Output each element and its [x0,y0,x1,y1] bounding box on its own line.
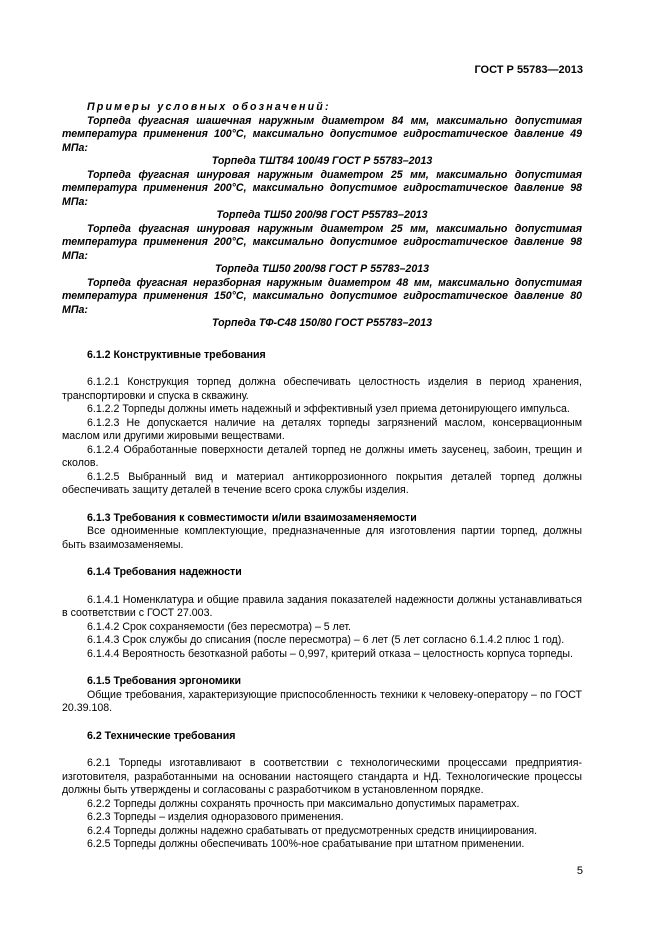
paragraph: 6.1.2.2 Торпеды должны иметь надежный и эффективный узел приема детонирующего импульса. [87,403,570,415]
paragraph: 6.2.1 Торпеды изготавливают в соответствии с технологическими процессами предприятия-изготовителя, разработанными на основании настоящего стандарта и НД. Технологические процессы должны быть утверждены и согласованы с разработчиком в установленном порядке. [62,757,582,796]
example-designation: Торпеда ТШ50 200/98 ГОСТ Р55783–2013 [216,209,428,221]
paragraph: 6.2.4 Торпеды должны надежно срабатывать от предусмотренных средств инициирования. [87,824,538,837]
paragraph: 6.1.4.2 Срок сохраняемости (без пересмотра) – 5 лет. [87,620,351,633]
example-designation: Торпеда ТШТ84 100/49 ГОСТ Р 55783–2013 [211,155,433,167]
paragraph: Общие требования, характеризующие приспособленность техники к человеку-оператору – по ГОСТ 20.39.108. [62,688,582,714]
paragraph: 6.1.4.1 Номенклатура и общие правила задания показателей надежности должны устанавливаться в соответствии с ГОСТ 27.003. [62,593,582,619]
example-text: Торпеда фугасная шашечная наружным диаметром 84 мм, максимально допустимая температура применения 100°C, максимально допустимое гидростатическое давление 49 МПа: [62,114,582,154]
paragraph: 6.1.4.4 Вероятность безотказной работы – 0,997, критерий отказа – целостность корпуса торпеды. [87,647,573,660]
paragraph: 6.2.3 Торпеды – изделия одноразового применения. [87,811,344,823]
section-heading-6-1-2: 6.1.2 Конструктивные требования [87,348,266,361]
paragraph: 6.2.5 Торпеды должны обеспечивать 100%-ное срабатывание при штатном применении. [87,838,525,850]
example-designation: Торпеда ТШ50 200/98 ГОСТ Р 55783–2013 [215,263,429,275]
section-heading-6-1-5: 6.1.5 Требования эргономики [87,675,242,687]
paragraph: 6.1.2.5 Выбранный вид и материал антикоррозионного покрытия деталей торпед должны обеспечивать защиту деталей в течение всего срока службы изделия. [62,470,582,496]
section-heading-6-1-4: 6.1.4 Требования надежности [87,566,242,578]
paragraph: 6.1.2.3 Не допускается наличие на деталях торпеды загрязнений маслом, консервационным маслом или другими жировыми веществами. [62,416,582,442]
examples-title: Примеры условных обозначений: [87,101,331,113]
example-text: Торпеда фугасная шнуровая наружным диаметром 25 мм, максимально допустимая температура применения 200°C, максимально допустимое гидростатическое давление 98 МПа: [62,222,582,262]
section-heading-6-1-3: 6.1.3 Требования к совместимости и/или взаимозаменяемости [87,511,417,524]
example-designation: Торпеда ТФ-С48 150/80 ГОСТ Р55783–2013 [212,317,432,329]
document-id: ГОСТ Р 55783—2013 [474,64,583,76]
document-body [62,101,582,852]
section-heading-6-2: 6.2 Технические требования [87,729,236,742]
example-text: Торпеда фугасная неразборная наружным диаметром 48 мм, максимально допустимая температура применения 150°C, максимально допустимое гидростатическое давление 80 МПа: [62,276,582,316]
paragraph: 6.2.2 Торпеды должны сохранять прочность при максимально допустимых параметрах. [87,797,520,810]
paragraph: 6.1.4.3 Срок службы до списания (после пересмотра) – 6 лет (5 лет согласно 6.1.4.2 плюс 1 год). [87,634,565,646]
page-number: 5 [576,865,583,877]
example-text: Торпеда фугасная шнуровая наружным диаметром 25 мм, максимально допустимая температура применения 200°C, максимально допустимое гидростатическое давление 98 МПа: [62,168,582,208]
paragraph: 6.1.2.1 Конструкция торпед должна обеспечивать целостность изделия в период хранения, транспортировки и спуска в скважину. [62,376,582,402]
paragraph: 6.1.2.4 Обработанные поверхности деталей торпед не должны иметь заусенец, забоин, трещин и сколов. [62,443,582,469]
paragraph: Все одноименные комплектующие, предназначенные для изготовления партии торпед, должны быть взаимозаменяемы. [62,525,582,551]
